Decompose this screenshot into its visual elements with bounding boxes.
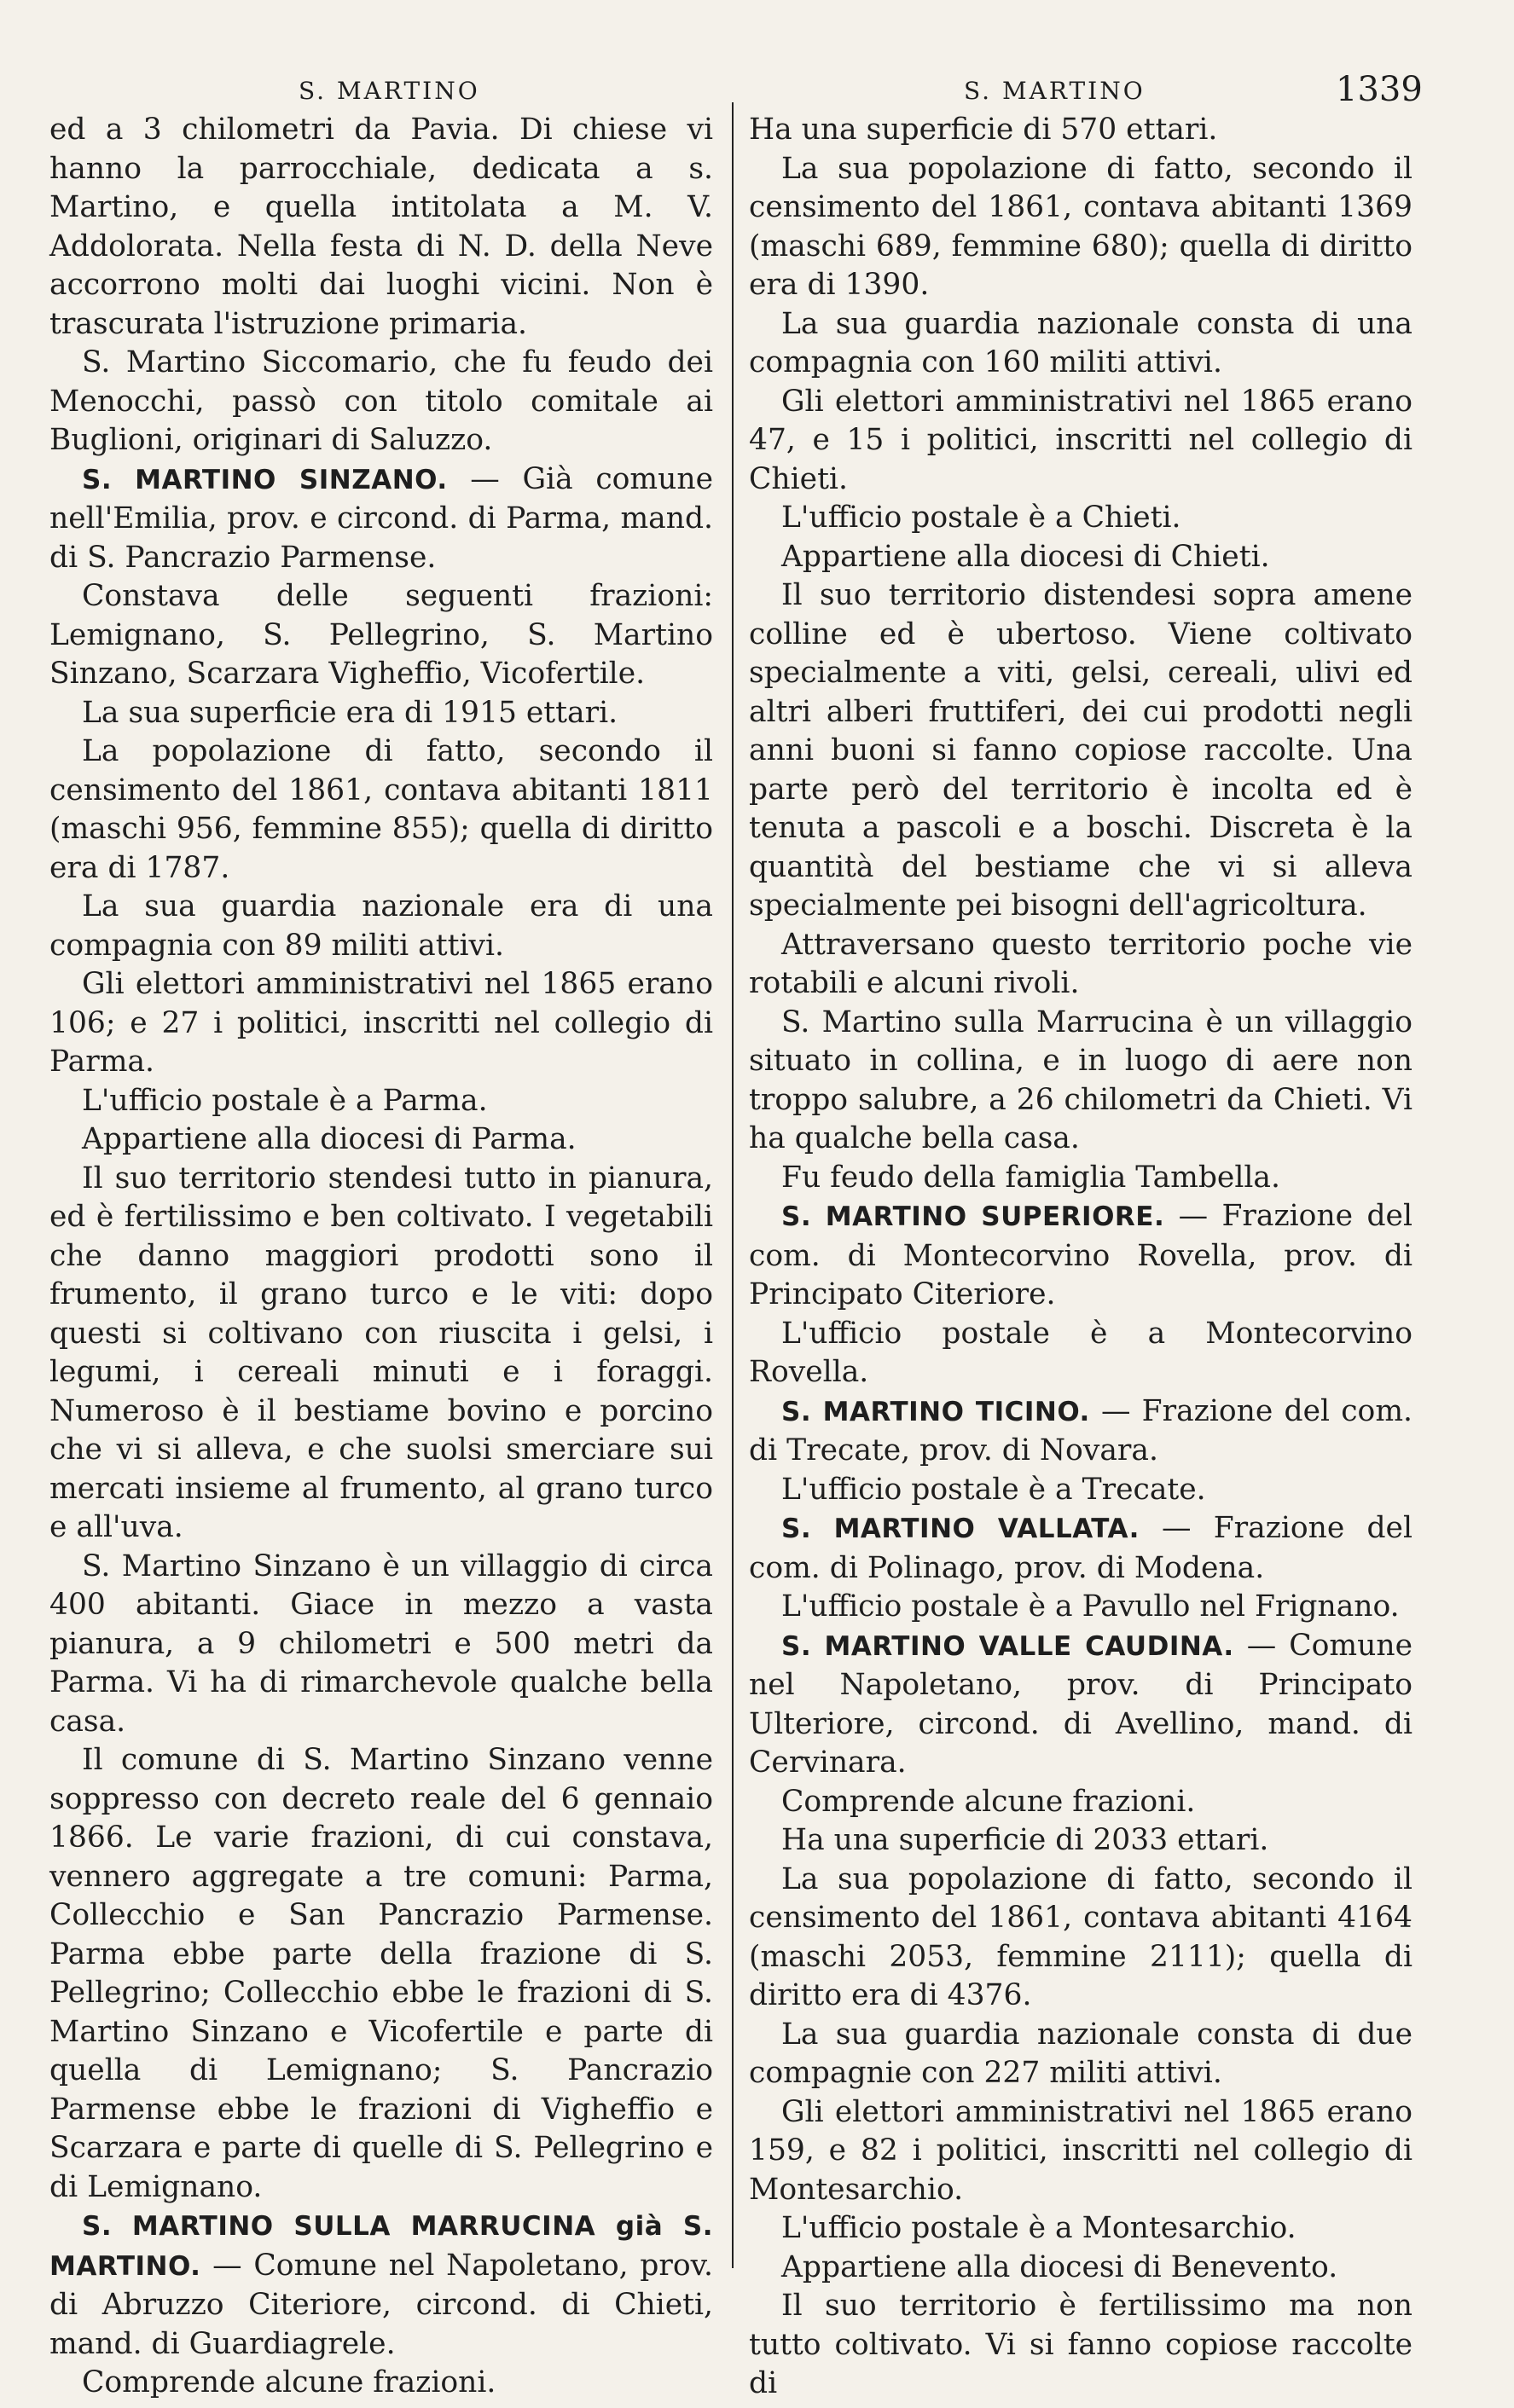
left-column (49, 111, 713, 2403)
paragraph: L'ufficio postale è a Montesarchio. (781, 2211, 1296, 2245)
entry-text: — Già comune nell'Emilia, prov. e circond. di Parma, mand. di S. Pancrazio Parmense. (49, 461, 713, 575)
paragraph: L'ufficio postale è a Chieti. (781, 501, 1181, 535)
paragraph: Gli elettori amministrativi nel 1865 erano 47, e 15 i politici, inscritti nel collegio di Chieti. (749, 384, 1412, 496)
paragraph: L'ufficio postale è a Pavullo nel Frignano. (781, 1589, 1400, 1624)
paragraph: La sua superficie era di 1915 ettari. (82, 695, 618, 730)
paragraph: La sua popolazione di fatto, secondo il censimento del 1861, contava abitanti 1369 (maschi 689, femmine 680); quella di diritto era di 1390. (749, 151, 1412, 302)
paragraph: L'ufficio postale è a Parma. (82, 1083, 488, 1118)
paragraph: Gli elettori amministrativi nel 1865 erano 159, e 82 i politici, inscritti nel collegio di Montesarchio. (749, 2094, 1412, 2207)
dictionary-entry (749, 1392, 1412, 1471)
paragraph: Comprende alcune frazioni. (82, 2365, 496, 2399)
page-header (0, 67, 1514, 109)
paragraph: Ha una superficie di 2033 ettari. (781, 1823, 1269, 1857)
paragraph: Il suo territorio è fertilissimo ma non tutto coltivato. Vi si fanno copiose raccolte di (749, 2289, 1412, 2400)
entry-text: — Frazione del com. di Montecorvino Rovella, prov. di Principato Citeriore. (749, 1199, 1412, 1311)
entry-heading: S. MARTINO VALLE CAUDINA. (781, 1630, 1234, 1662)
paragraph: Il comune di S. Martino Sinzano venne soppresso con decreto reale del 6 gennaio 1866. Le varie frazioni, di cui constava, vennero aggregate a tre comuni: Parma, Collecchio e San Pancrazio Parmense. Parma ebbe parte della frazione di S. Pellegrino; Collecchio ebbe le frazioni di S. Martino Sinzano e Vicofertile e parte di quella di Lemignano; S. Pancrazio Parmense ebbe le frazioni di Vigheffio e Scarzara e parte di quelle di S. Pellegrino e di Lemignano. (49, 1743, 713, 2204)
running-head-left: S. MARTINO (299, 77, 480, 105)
paragraph: Appartiene alla diocesi di Benevento. (781, 2249, 1338, 2284)
dictionary-entry (49, 460, 713, 578)
paragraph: La sua guardia nazionale consta di due compagnie con 227 militi attivi. (749, 2017, 1412, 2090)
paragraph: Fu feudo della famiglia Tambella. (781, 1160, 1280, 1195)
paragraph: S. Martino Sinzano è un villaggio di circa 400 abitanti. Giace in mezzo a vasta pianura, a 9 chilometri e 500 metri da Parma. Vi ha di rimarchevole qualche bella casa. (49, 1548, 713, 1739)
entry-heading: S. MARTINO SUPERIORE. (781, 1201, 1165, 1232)
paragraph: Constava delle seguenti frazioni: Lemignano, S. Pellegrino, S. Martino Sinzano, Scarzara Vigheffio, Vicofertile. (49, 579, 713, 691)
entry-heading: S. MARTINO SULLA MARRUCINA già S. MARTINO. (49, 2211, 713, 2282)
entry-heading: S. MARTINO TICINO. (781, 1396, 1090, 1427)
page-number: 1339 (1336, 70, 1423, 109)
paragraph: Appartiene alla diocesi di Chieti. (781, 539, 1270, 574)
paragraph: Comprende alcune frazioni. (781, 1784, 1196, 1819)
paragraph: Il suo territorio stendesi tutto in pianura, ed è fertilissimo e ben coltivato. I vegetabili che danno maggiori prodotti sono il frumento, il grano turco e le viti: dopo questi si coltivano con riuscita i gelsi, i legumi, i cereali minuti e i foraggi. Numeroso è il bestiame bovino e porcino che vi si alleva, e che suolsi smerciare sui mercati insieme al frumento, al grano turco e all'uva. (49, 1161, 713, 1544)
entry-heading: S. MARTINO VALLATA. (781, 1514, 1140, 1544)
entry-text: — Frazione del com. di Polinago, prov. di Modena. (749, 1511, 1412, 1585)
paragraph: S. Martino sulla Marrucina è un villaggio situato in collina, e in luogo di aere non troppo salubre, a 26 chilometri da Chieti. Vi ha qualche bella casa. (749, 1004, 1412, 1155)
column-divider (732, 102, 734, 2268)
running-head-right: S. MARTINO (964, 77, 1146, 105)
paragraph: Attraversano questo territorio poche vie rotabili e alcuni rivoli. (749, 927, 1412, 1000)
paragraph: S. Martino Siccomario, che fu feudo dei Menocchi, passò con titolo comitale ai Buglioni, originari di Saluzzo. (49, 345, 713, 457)
dictionary-entry (749, 1197, 1412, 1315)
right-column (749, 111, 1412, 2404)
paragraph: L'ufficio postale è a Montecorvino Rovella. (749, 1316, 1412, 1389)
entry-text: — Frazione del com. di Trecate, prov. di Novara. (749, 1393, 1412, 1467)
paragraph: Il suo territorio distendesi sopra amene colline ed è ubertoso. Viene coltivato specialmente a viti, gelsi, cereali, ulivi ed altri alberi fruttiferi, dei cui prodotti negli anni buoni si fanno copiose raccolte. Una parte però del territorio è incolta ed è tenuta a pascoli e a boschi. Discreta è la quantità del bestiame che vi si alleva specialmente pei bisogni dell'agricoltura. (749, 578, 1412, 923)
paragraph: L'ufficio postale è a Trecate. (781, 1472, 1206, 1507)
paragraph: ed a 3 chilometri da Pavia. Di chiese vi hanno la parrocchiale, dedicata a s. Martino, e quella intitolata a M. V. Addolorata. Nella festa di N. D. della Neve accorrono molti dai luoghi vicini. Non è trascurata l'istruzione primaria. (49, 113, 713, 341)
paragraph: La sua guardia nazionale era di una compagnia con 89 militi attivi. (49, 889, 713, 963)
dictionary-entry (749, 1509, 1412, 1588)
entry-text: — Comune nel Napoletano, prov. di Abruzzo Citeriore, circond. di Chieti, mand. di Guardiagrele. (49, 2248, 713, 2361)
paragraph: Gli elettori amministrativi nel 1865 erano 106; e 27 i politici, inscritti nel collegio di Parma. (49, 967, 713, 1079)
paragraph: La popolazione di fatto, secondo il censimento del 1861, contava abitanti 1811 (maschi 956, femmine 855); quella di diritto era di 1787. (49, 734, 713, 885)
dictionary-entry (49, 2207, 713, 2364)
entry-text: — Comune nel Napoletano, prov. di Principato Ulteriore, circond. di Avellino, mand. di Cervinara. (749, 1628, 1412, 1780)
entry-heading: S. MARTINO SINZANO. (82, 464, 448, 495)
paragraph: La sua guardia nazionale consta di una compagnia con 160 militi attivi. (749, 306, 1412, 379)
paragraph: Appartiene alla diocesi di Parma. (82, 1122, 577, 1156)
paragraph: Ha una superficie di 570 ettari. (749, 113, 1218, 147)
paragraph: La sua popolazione di fatto, secondo il censimento del 1861, contava abitanti 4164 (maschi 2053, femmine 2111); quella di diritto era di 4376. (749, 1861, 1412, 2012)
dictionary-entry (749, 1627, 1412, 1783)
